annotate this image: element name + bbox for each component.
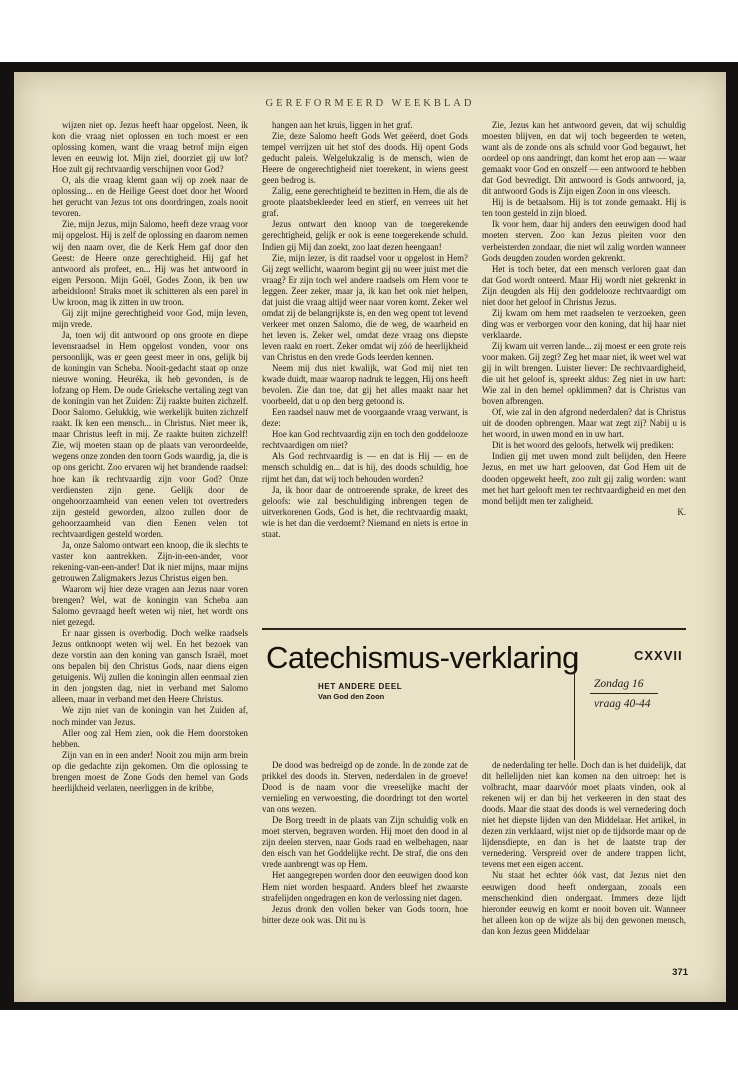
- paragraph: We zijn niet van de koningin van het Zuiden af, noch minder van Jezus.: [52, 705, 248, 727]
- paragraph: Ja, onze Salomo ontwart een knoop, die ik slechts te vaster kon aantrekken. Zijn-in-een-ander, voor rekening-van-een-ander! Dat ik niet mijns, maar mijns getrouwen Zaligmakers Jezus Christus eigen ben.: [52, 539, 248, 583]
- paragraph: Hoe kan God rechtvaardig zijn en toch den goddelooze rechtvaardigen om niet?: [262, 429, 468, 451]
- author-initial: K.: [677, 506, 686, 517]
- lesson-number: CXXVII: [634, 648, 683, 663]
- paragraph: Dit is het woord des geloofs, hetwelk wij prediken:: [492, 440, 674, 451]
- paragraph: Als God rechtvaardig is — en dat is Hij — en de mensch schuldig en... dat is hij, des doods schuldig, hoe rijmt het dan, dat wij toch behouden worden?: [262, 451, 468, 484]
- paragraph: Zij kwam om hem met raadselen te verzoeken, geen ding was er verborgen voor den koning, dat hij haar niet verklaarde.: [482, 307, 686, 340]
- section-subtitle: HET ANDERE DEEL: [318, 682, 403, 691]
- magazine-page: [14, 72, 726, 1002]
- sunday-reference: [590, 676, 658, 712]
- page-number: 371: [672, 967, 688, 978]
- paragraph: Zalig, eene gerechtigheid te bezitten in Hem, die als de groote plaatsbekleeder leed en stierf, en verrees uit het graf.: [262, 186, 468, 219]
- paragraph: Hij is de betaalsom. Hij is tot zonde gemaakt. Hij is ten toon gesteld in zijn bloed.: [482, 197, 686, 219]
- paragraph: Indien gij met uwen mond zult belijden, den Heere Jezus, en met uw hart gelooven, dat God Hem uit de dooden opgewekt heeft, zoo zult gij zalig worden: want met het hart gelooft men ter rechtvaardigheid en met den mond belijdt men ter zaligheid.: [482, 451, 686, 506]
- paragraph: Aller oog zal Hem zien, ook die Hem doorstoken hebben.: [52, 727, 248, 749]
- paragraph: Ik voor hem, daar hij anders den eeuwigen dood had moeten sterven. Zoo kan Jezus pleiten voor den verbeisterden zondaar, die niet wil zalig worden wanneer Gods deugden zouden worden gekrenkt.: [482, 219, 686, 263]
- paragraph: Neem mij dus niet kwalijk, wat God mij niet ten kwade duidt, maar waarop nadruk te leggen, Hij ons heeft bevolen. Zie dan toe, dat gij het alles maakt naar het voorbeeld, dat u op den berg getoond is.: [262, 363, 468, 407]
- paragraph: Zie, deze Salomo heeft Gods Wet geëerd, doet Gods tempel verrijzen uit het stof des doods. Hij opent Gods geducht paleis. Welgelukzalig is de mensch, wien de Heere de ongerechtigheid niet toerekent, in wiens geest geen bedrog is.: [262, 131, 468, 186]
- questions-label: vraag 40-44: [594, 698, 651, 710]
- column-right-lower: [482, 760, 686, 937]
- paragraph: De dood was bedreigd op de zonde. In de zonde zat de prikkel des doods in. Sterven, nederdalen in de groeve! Dood is de naam voor die vreeselijke macht der vernieling en verwoesting, die doordringt tot den wortel van ons wezen.: [262, 760, 468, 815]
- paragraph: Het is toch beter, dat een mensch verloren gaat dan dat God wordt onteerd. Maar Hij wordt niet gekrenkt in Zijn deugden als Hij den goddelooze rechtvaardigt om niet door het geloof in Christus Jezus.: [482, 263, 686, 307]
- section-divider: [262, 628, 686, 630]
- paragraph: wijzen niet op. Jezus heeft haar opgelost. Neen, ik kon die vraag niet oplossen en toch moest er een oplossing komen, want die vraag betrof mijn eigen leven en eeuwig lot. Mijn ziel, doorziet gij uw lot? Hoe zult gij rechtvaardig verschijnen voor God?: [52, 120, 248, 175]
- paragraph: Jezus dronk den vollen beker van Gods toorn, hoe bitter deze ook was. Dit nu is: [262, 903, 468, 925]
- paragraph: Gij zijt mijne gerechtigheid voor God, mijn leven, mijn vrede.: [52, 307, 248, 329]
- paragraph: Ja, toen wij dit antwoord op ons groote en diepe levensraadsel in Hem opgelost vonden, voor ons persoonlijk, was er geen geest meer in ons, gelijk bij de koningin van Scheba. Nooit-gedacht staat op onze nieuwe woning. Heuréka, ik heb gevonden, is de lofzang op Hem. De oude Grieksche vertaling zegt van de koningin van het Zuiden: Zij raakte buiten zichzelf. Door Salomo. Gelukkig, wie werkelijk buiten zichzelf raakt. Ik ken een mensch... in Christus. Niet meer ik, maar Christus leeft in mij. Ze raakte buiten zichzelf! Zie, wij moeten staan op de plaats van veroordeelde, wegens onze zonden den toorn Gods waardig, ja, die is op ons gericht. Zoo ervaren wij het brandende raadsel: hoe kan ik rechtvaardig zijn voor God? Onze verdiensten zijn gene. Gelijk door de ongehoorzaamheid van eenen velen tot overtreders zijn gesteld geworden, alzoo zullen door de gehoorzaamheid van dien Eenen velen tot rechtvaardigen gesteld worden.: [52, 329, 248, 539]
- header-vertical-rule: [574, 658, 575, 760]
- paragraph: Ja, ik hoor daar de ontroerende sprake, de kreet des geloofs: wie zal beschuldiging inbrengen tegen de uitverkorenen Gods, God is het, die rechtvaardig maakt, wie is het dan die verdoemt? Niemand en niets is ertoe in staat.: [262, 484, 468, 539]
- paragraph: Een raadsel nauw met de voorgaande vraag verwant, is deze:: [262, 407, 468, 429]
- paragraph: Zijn van en in een ander! Nooit zou mijn arm brein op die gedachte zijn gekomen. Om die oplossing te brengen moest de Zone Gods den hemel van Gods heerlijkheid verlaten, neerliggen in de kribbe,: [52, 749, 248, 793]
- paragraph: Jezus ontwart den knoop van de toegerekende gerechtigheid, gelijk er ook is eene toegerekende schuld. Indien gij Mij dan zoekt, zoo laat dezen heengaan!: [262, 219, 468, 252]
- column-middle-lower: [262, 760, 468, 926]
- section-subtitle-2: Van God den Zoon: [318, 692, 385, 701]
- paragraph: Zie, Jezus kan het antwoord geven, dat wij schuldig moesten blijven, en dat wij toch begeerden te weten, want als de zonde ons als schuld voor God begauwt, het oordeel op ons aandringt, dan komt het erop aan — waar gemaakt voor God en onszelf — een antwoord te hebben dat God bevredigt. Dit antwoord is Gods antwoord, ja, dit antwoord Gods is Zijn eigen Zoon in ons vleesch.: [482, 120, 686, 197]
- paragraph: Nu staat het echter óók vast, dat Jezus niet den eeuwigen dood heeft ondergaan, zooals een menschenkind dien ondergaat. Immers deze lijdt hieronder eeuwig en komt er nooit boven uit. Wanneer het alleen kon op de wijze als bij den gewonen mensch, dan kon Jezus geen Middelaar: [482, 870, 686, 936]
- paragraph: O, als die vraag klemt gaan wij op zoek naar de oplossing... en de Heilige Geest doet door het Woord het gerucht van Jezus tot ons doordringen, zoals nooit tevoren.: [52, 175, 248, 219]
- sunday-label: Zondag 16: [594, 678, 644, 690]
- section-title: Catechismus-verklaring: [266, 640, 579, 675]
- paragraph: Zie, mijn Jezus, mijn Salomo, heeft deze vraag voor mij opgelost. Hij is zelf de oplossing en daarom nemen wij den naam over, die de Kerk Hem gaf door den Geest: de Heere onze gerechtigheid. Hij gaf het antwoord als profeet, en... Hij was het antwoord in eigen Persoon. Mijn Goël, Godes Zoon, ik ben uw arbeidsloon! Straks moet ik schitteren als een parel in Uw kroon, mag ik zitten in uw troon.: [52, 219, 248, 307]
- column-left: [52, 120, 248, 794]
- paragraph: Of, wie zal in den afgrond nederdalen? dat is Christus uit de dooden opbrengen. Maar wat zegt zij? Nabij u is het woord, in uwen mond en in uw hart.: [482, 407, 686, 440]
- sunday-rule: [590, 693, 658, 694]
- paragraph: Zij kwam uit verren lande... zij moest er een grote reis voor maken. Gij zegt? Zeg het maar niet, ik weet wel wat gij in wilt brengen. Luister liever: De rechtvaardigheid, die uit het geloof is, spreekt aldus: Zeg niet in uw hart: Wie zal in den hemel opklimmen? dat is Christus van boven afbrengen.: [482, 340, 686, 407]
- paragraph: Het aangegrepen worden door den eeuwigen dood kon Hem niet worden bespaard. Anders bleef het zwaarste strafelijden ongedragen en kon de verlossing niet dagen.: [262, 870, 468, 903]
- running-head: GEREFORMEERD WEEKBLAD: [265, 98, 475, 109]
- paragraph: Er naar gissen is overbodig. Doch welke raadsels Jezus ontknoopt weten wij wel. En het bezoek van deze vorstin aan den koning van gansch Israël, moet ons bepalen bij den Christus Gods, naar diens eigen getuigenis. Wij zullen die koningin allen eenmaal zien in den jongsten dag, niet in verband met Salomo alleen, maar in verband met den Heere Christus.: [52, 628, 248, 705]
- paragraph: hangen aan het kruis, liggen in het graf.: [272, 120, 413, 130]
- paragraph: de nederdaling ter helle. Doch dan is het duidelijk, dat dit hellelijden niet kan komen na den uitroep: het is volbracht, maar daarvóór moet plaats vinden, ook al rekenen wij er dan bij het verkeeren in den staat des doods. Maar die staat des doods is wel vernedering doch niet het diepste lijden van den Middelaar. Het artikel, in dezen zin verklaard, wijst niet op de tijdsorde maar op de lijdensdiepte, en dan is het de laatste trap der vernedering. Verspreid over de andere trappen licht, tevens met een eigen accent.: [482, 760, 686, 870]
- column-right: [482, 120, 686, 518]
- section-header: [266, 640, 579, 701]
- paragraph: Waarom wij hier deze vragen aan Jezus naar voren brengen? Wel, wat de koningin van Scheba aan Salomo gevraagd heeft weten wij niet, het wordt ons niet gezegd.: [52, 583, 248, 628]
- paragraph: Zie, mijn lezer, is dit raadsel voor u opgelost in Hem? Gij zegt wellicht, waarom begint gij nu weer juist met die vraag? Er zijn toch wel andere raadsels om Hem voor te leggen. Zeer zeker, maar ja, ik kan het ook niet helpen, dat juist die vraag altijd weer naar voren komt. Zeker wel omdat zij de belangrijkste is, en den weg opent tot levend verkeer met onzen Salomo, die de weg, de waarheid en het leven is. Zeker wel, omdat deze vraag ons diepste leven raakt en roert. Zeker omdat wij zóó de heerlijkheid van Christus en den vrede Gods leerden kennen.: [262, 252, 468, 362]
- paragraph: De Borg treedt in de plaats van Zijn schuldig volk en moet sterven, begraven worden. Hij moet den dood in al zijn deelen sterven, naar Gods raad en welbehagen, naar den eisch van het Goddelijke recht. De straf, die ons den vrede aanbrengt was op Hem.: [262, 815, 468, 870]
- column-middle: [262, 120, 468, 540]
